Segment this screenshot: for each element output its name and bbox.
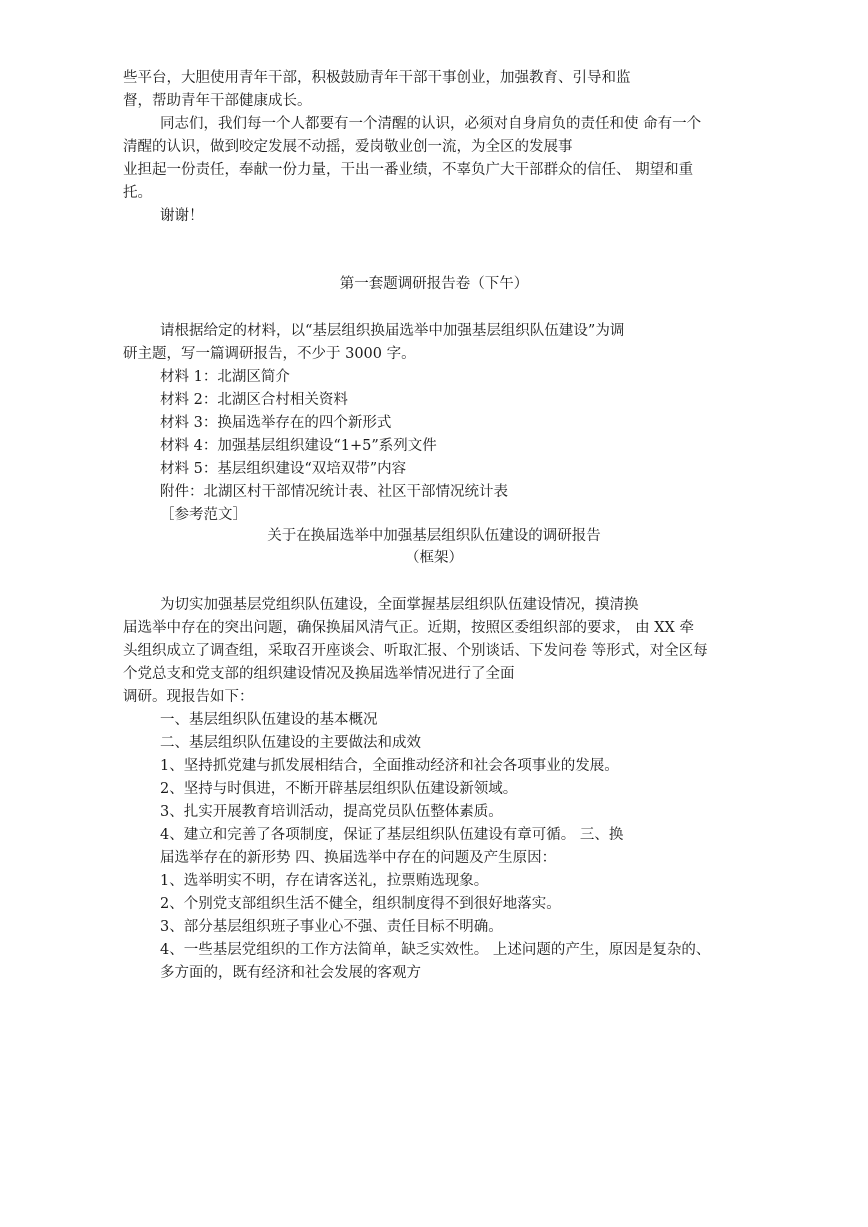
section-title: 第一套题调研报告卷（下午）	[339, 276, 529, 292]
list-item-2: 2、坚持与时俱进，不断开辟基层组织队伍建设新领域。	[160, 781, 518, 797]
body-last-line: 多方面的，既有经济和社会发展的客观方	[160, 965, 421, 981]
speech-line-5: 业担起一份责任，奉献一份力量，干出一番业绩，不辜负广大干部群众的信任、 期望和重	[123, 162, 694, 178]
problem-item-1: 1、选举明实不明，存在请客送礼，拉票贿选现象。	[160, 873, 489, 889]
material-item-5: 材料 5：基层组织建设“双培双带”内容	[160, 461, 407, 477]
speech-line-6: 托。	[123, 185, 152, 201]
list-item-1: 1、坚持抓党建与抓发展相结合，全面推动经济和社会各项事业的发展。	[160, 758, 619, 774]
heading-two: 二、基层组织队伍建设的主要做法和成效	[160, 735, 421, 751]
problem-item-2: 2、个别党支部组织生活不健全，组织制度得不到很好地落实。	[160, 896, 561, 912]
body-line-5: 调研。现报告如下：	[123, 689, 254, 705]
speech-line-2: 督，帮助青年干部健康成长。	[123, 93, 312, 109]
speech-line-1: 些平台，大胆使用青年干部，积极鼓励青年干部干事创业，加强教育、引导和监	[123, 70, 631, 86]
body-line-2: 届选举中存在的突出问题，确保换届风清气正。近期，按照区委组织部的要求， 由 XX 牵	[123, 620, 694, 636]
material-item-4: 材料 4：加强基层组织建设“1+5”系列文件	[160, 438, 437, 454]
body-line-4: 个党总支和党支部的组织建设情况及换届选举情况进行了全面	[123, 666, 515, 682]
body-line-1: 为切实加强基层党组织队伍建设，全面掌握基层组织队伍建设情况，摸清换	[160, 597, 639, 613]
prompt-line-2: 研主题，写一篇调研报告，不少于 3000 字。	[123, 346, 416, 362]
problem-item-3: 3、部分基层组织班子事业心不强、责任目标不明确。	[160, 919, 503, 935]
body-line-3: 头组织成立了调查组，采取召开座谈会、听取汇报、个别谈话、下发问卷 等形式，对全区每	[123, 643, 708, 659]
attachment-item: 附件：北湖区村干部情况统计表、社区干部情况统计表	[160, 484, 508, 500]
heading-one: 一、基层组织队伍建设的基本概况	[160, 712, 378, 728]
speech-line-3: 同志们，我们每一个人都要有一个清醒的认识，必须对自身肩负的责任和使 命有一个	[160, 116, 702, 132]
report-subtitle: （框架）	[405, 550, 463, 566]
prompt-line-1: 请根据给定的材料，以“基层组织换届选举中加强基层组织队伍建设”为调	[160, 323, 625, 339]
reference-label: ［参考范文］	[160, 507, 247, 523]
material-item-1: 材料 1：北湖区简介	[160, 369, 290, 385]
speech-line-7: 谢谢！	[160, 208, 204, 224]
report-title: 关于在换届选举中加强基层组织队伍建设的调研报告	[267, 528, 601, 544]
problem-item-4: 4、一些基层党组织的工作方法简单，缺乏实效性。 上述问题的产生，原因是复杂的、	[160, 942, 711, 958]
headings-three-four: 届选举存在的新形势 四、换届选举中存在的问题及产生原因：	[160, 850, 557, 866]
material-item-2: 材料 2：北湖区合村相关资料	[160, 392, 348, 408]
list-item-3: 3、扎实开展教育培训活动，提高党员队伍整体素质。	[160, 804, 503, 820]
list-item-4: 4、建立和完善了各项制度，保证了基层组织队伍建设有章可循。 三、换	[160, 827, 624, 843]
material-item-3: 材料 3：换届选举存在的四个新形式	[160, 415, 392, 431]
speech-line-4: 清醒的认识，做到咬定发展不动摇，爱岗敬业创一流，为全区的发展事	[123, 139, 573, 155]
